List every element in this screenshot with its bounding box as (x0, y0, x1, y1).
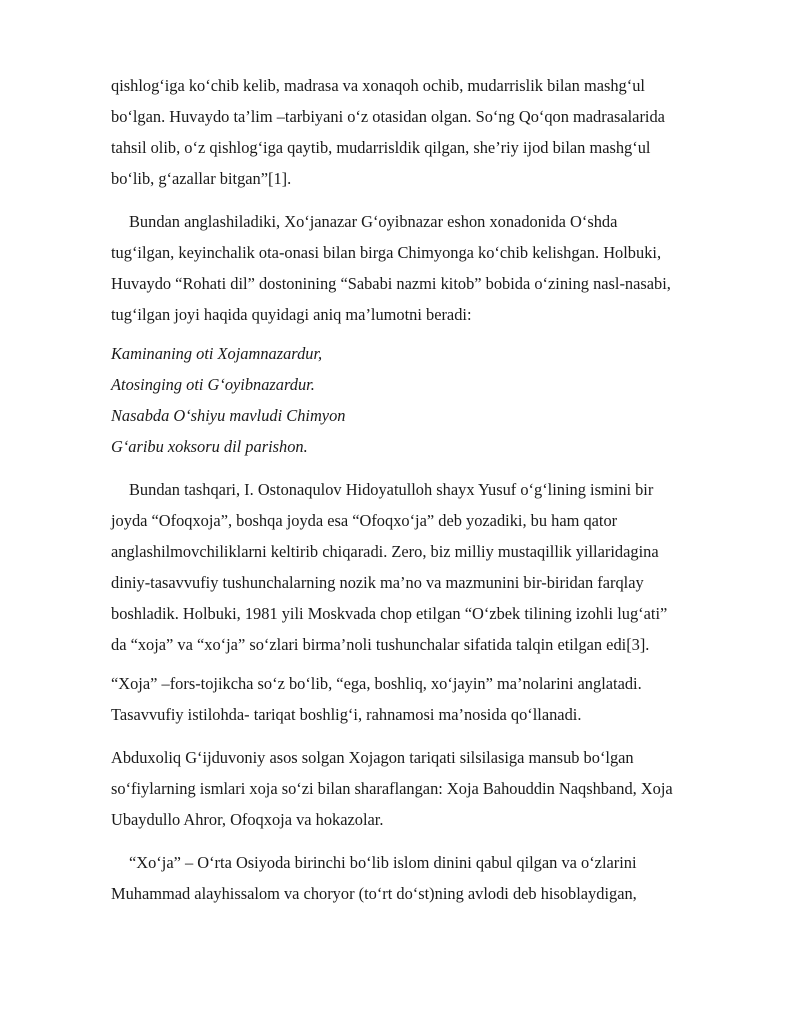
text-line: Bundan anglashiladiki, Xo‘janazar G‘oyibnazar eshon xonadonida O‘shda (129, 212, 618, 231)
poem-line: G‘aribu xoksoru dil parishon. (111, 437, 308, 456)
text-line: Huvaydo “Rohati dil” dostonining “Sababi nazmi kitob” bobida o‘zining nasl-nasabi, (111, 274, 671, 293)
text-line: Muhammad alayhissalom va choryor (to‘rt do‘st)ning avlodi deb hisoblaydigan, (111, 884, 637, 903)
text-line: bo‘lgan. Huvaydo ta’lim –tarbiyani o‘z otasidan olgan. So‘ng Qo‘qon madrasalarida (111, 107, 665, 126)
text-line: qishlog‘iga ko‘chib kelib, madrasa va xonaqoh ochib, mudarrislik bilan mashg‘ul (111, 76, 645, 95)
text-line: Bundan tashqari, I. Ostonaqulov Hidoyatulloh shayx Yusuf o‘g‘lining ismini bir (129, 480, 654, 499)
poem-line: Kaminaning oti Xojamnazardur, (111, 344, 323, 363)
text-line: tug‘ilgan, keyinchalik ota-onasi bilan birga Chimyonga ko‘chib kelishgan. Holbuki, (111, 243, 662, 262)
poem-line: Nasabda O‘shiyu mavludi Chimyon (111, 406, 346, 425)
text-line: tahsil olib, o‘z qishlog‘iga qaytib, mudarrisldik qilgan, she’riy ijod bilan mashg‘ul (111, 138, 651, 157)
paragraph-1 (111, 70, 741, 194)
paragraph-3 (111, 474, 741, 660)
text-line: Ubaydullo Ahror, Ofoqxoja va hokazolar. (111, 810, 384, 829)
text-line: joyda “Ofoqxoja”, boshqa joyda esa “Ofoqxo‘ja” deb yozadiki, bu ham qator (111, 511, 618, 530)
text-line: diniy-tasavvufiy tushunchalarning nozik ma’no va mazmunini bir-biridan farqlay (111, 573, 644, 592)
text-line: bo‘lib, g‘azallar bitgan”[1]. (111, 169, 292, 188)
text-line: anglashilmovchiliklarni keltirib chiqaradi. Zero, biz milliy mustaqillik yillaridagina (111, 542, 659, 561)
paragraph-4 (111, 668, 741, 730)
text-line: “Xoja” –fors-tojikcha so‘z bo‘lib, “ega, boshliq, xo‘jayin” ma’nolarini anglatadi. (111, 674, 642, 693)
poem-quote (111, 338, 741, 462)
paragraph-2 (111, 206, 741, 330)
text-line: Abduxoliq G‘ijduvoniy asos solgan Xojagon tariqati silsilasiga mansub bo‘lgan (111, 748, 634, 767)
poem-line: Atosinging oti G‘oyibnazardur. (111, 375, 315, 394)
document-page (111, 70, 741, 909)
text-line: so‘fiylarning ismlari xoja so‘zi bilan sharaflangan: Xoja Bahouddin Naqshband, Xoja (111, 779, 673, 798)
text-line: “Xo‘ja” – O‘rta Osiyoda birinchi bo‘lib islom dinini qabul qilgan va o‘zlarini (129, 853, 637, 872)
text-line: Tasavvufiy istilohda- tariqat boshlig‘i, rahnamosi ma’nosida qo‘llanadi. (111, 705, 582, 724)
paragraph-5 (111, 742, 741, 835)
paragraph-6 (111, 847, 741, 909)
text-line: boshladik. Holbuki, 1981 yili Moskvada chop etilgan “O‘zbek tilining izohli lug‘ati” (111, 604, 668, 623)
text-line: da “xoja” va “xo‘ja” so‘zlari birma’noli tushunchalar sifatida talqin etilgan edi[3]. (111, 635, 650, 654)
text-line: tug‘ilgan joyi haqida quyidagi aniq ma’lumotni beradi: (111, 305, 472, 324)
